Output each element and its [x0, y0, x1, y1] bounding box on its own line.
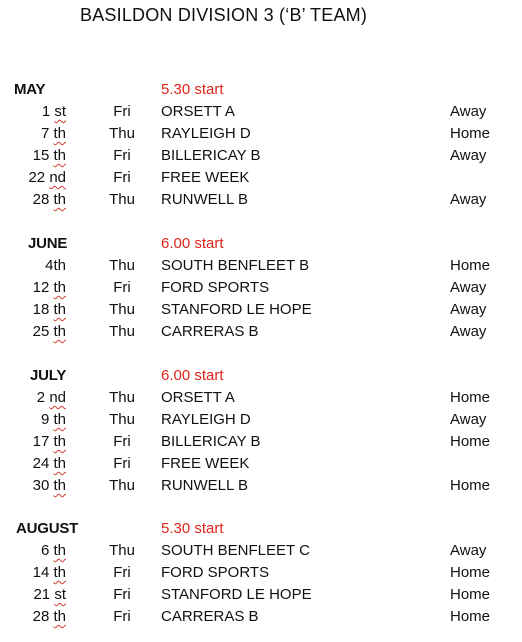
month-header: [0, 520, 522, 542]
fixture-row: [0, 477, 522, 499]
fixture-venue: Away: [450, 191, 487, 208]
fixture-day: Thu: [109, 323, 135, 340]
month-name: AUGUST: [16, 520, 79, 537]
month-may: [0, 81, 522, 213]
fixture-row: [0, 147, 522, 169]
fixture-venue: Home: [450, 477, 491, 494]
fixture-row: [0, 608, 522, 630]
fixture-day: Thu: [109, 411, 135, 428]
fixture-date: 22 nd: [28, 169, 66, 186]
fixture-venue: Home: [450, 125, 491, 142]
month-header: [0, 367, 522, 389]
fixture-day: Thu: [109, 125, 135, 142]
fixture-day: Fri: [113, 586, 131, 603]
fixture-date: 9 th: [40, 411, 66, 428]
fixture-opponent: RAYLEIGH D: [161, 411, 251, 428]
fixture-venue: Away: [450, 147, 487, 164]
fixture-day: Fri: [113, 608, 131, 625]
month-name: JUNE: [28, 235, 68, 252]
fixture-opponent: BILLERICAY B: [161, 433, 261, 450]
fixture-row: [0, 586, 522, 608]
month-name: MAY: [14, 81, 46, 98]
fixture-opponent: RUNWELL B: [161, 477, 248, 494]
fixture-date: 28 th: [32, 191, 66, 208]
fixture-row: [0, 257, 522, 279]
fixture-row: [0, 389, 522, 411]
fixture-day: Fri: [113, 147, 131, 164]
fixture-row: [0, 411, 522, 433]
fixture-date: 15 th: [32, 147, 66, 164]
fixture-day: Fri: [113, 279, 131, 296]
fixture-row: [0, 279, 522, 301]
fixture-day: Thu: [109, 191, 135, 208]
fixture-day: Fri: [113, 103, 131, 120]
month-july: [0, 367, 522, 499]
fixture-opponent: RAYLEIGH D: [161, 125, 251, 142]
fixture-day: Thu: [109, 542, 135, 559]
fixture-day: Thu: [109, 301, 135, 318]
fixture-row: [0, 323, 522, 345]
fixture-date: 7 th: [40, 125, 66, 142]
fixture-opponent: CARRERAS B: [161, 608, 259, 625]
fixture-venue: Away: [450, 301, 487, 318]
fixture-venue: Away: [450, 411, 487, 428]
fixture-row: [0, 564, 522, 586]
fixture-opponent: FREE WEEK: [161, 169, 250, 186]
fixture-opponent: STANFORD LE HOPE: [161, 586, 312, 603]
fixture-opponent: ORSETT A: [161, 389, 235, 406]
fixture-day: Thu: [109, 477, 135, 494]
fixture-date: 28 th: [32, 608, 66, 625]
fixture-day: Fri: [113, 455, 131, 472]
fixture-row: [0, 542, 522, 564]
month-header: [0, 81, 522, 103]
fixture-venue: Home: [450, 564, 491, 581]
fixture-opponent: STANFORD LE HOPE: [161, 301, 312, 318]
fixture-date: 21 st: [33, 586, 66, 603]
fixture-row: [0, 455, 522, 477]
fixture-venue: Home: [450, 389, 491, 406]
fixture-venue: Home: [450, 433, 491, 450]
month-name: JULY: [30, 367, 67, 384]
fixture-opponent: ORSETT A: [161, 103, 235, 120]
fixture-date: 17 th: [32, 433, 66, 450]
fixture-row: [0, 103, 522, 125]
fixture-day: Fri: [113, 564, 131, 581]
fixture-opponent: SOUTH BENFLEET B: [161, 257, 310, 274]
fixture-date: 4th: [45, 257, 66, 274]
start-time: 6.00 start: [161, 367, 224, 384]
fixture-venue: Home: [450, 586, 491, 603]
fixture-date: 18 th: [32, 301, 66, 318]
fixture-opponent: RUNWELL B: [161, 191, 248, 208]
fixture-date: 1 st: [41, 103, 66, 120]
fixture-row: [0, 125, 522, 147]
fixture-venue: Home: [450, 608, 491, 625]
fixture-venue: Away: [450, 103, 487, 120]
start-time: 5.30 start: [161, 81, 224, 98]
fixture-venue: Home: [450, 257, 491, 274]
fixture-day: Thu: [109, 257, 135, 274]
fixture-date: 2 nd: [36, 389, 66, 406]
fixture-day: Fri: [113, 433, 131, 450]
fixture-date: 14 th: [32, 564, 66, 581]
fixture-opponent: SOUTH BENFLEET C: [161, 542, 310, 559]
month-june: [0, 235, 522, 345]
fixture-venue: Away: [450, 542, 487, 559]
fixture-opponent: CARRERAS B: [161, 323, 259, 340]
start-time: 5.30 start: [161, 520, 224, 537]
start-time: 6.00 start: [161, 235, 224, 252]
fixture-opponent: FORD SPORTS: [161, 564, 270, 581]
fixture-date: 24 th: [32, 455, 66, 472]
page-title: BASILDON DIVISION 3 (‘B’ TEAM): [80, 5, 368, 25]
fixture-day: Thu: [109, 389, 135, 406]
fixture-day: Fri: [113, 169, 131, 186]
fixture-row: [0, 191, 522, 213]
fixture-date: 25 th: [32, 323, 66, 340]
month-header: [0, 235, 522, 257]
fixture-row: [0, 301, 522, 323]
fixture-row: [0, 169, 522, 191]
month-august: [0, 520, 522, 630]
fixture-date: 6 th: [40, 542, 66, 559]
fixture-opponent: FREE WEEK: [161, 455, 250, 472]
fixture-venue: Away: [450, 279, 487, 296]
fixture-opponent: BILLERICAY B: [161, 147, 261, 164]
fixture-date: 30 th: [32, 477, 66, 494]
fixture-venue: Away: [450, 323, 487, 340]
fixture-opponent: FORD SPORTS: [161, 279, 270, 296]
fixture-row: [0, 433, 522, 455]
fixture-date: 12 th: [32, 279, 66, 296]
